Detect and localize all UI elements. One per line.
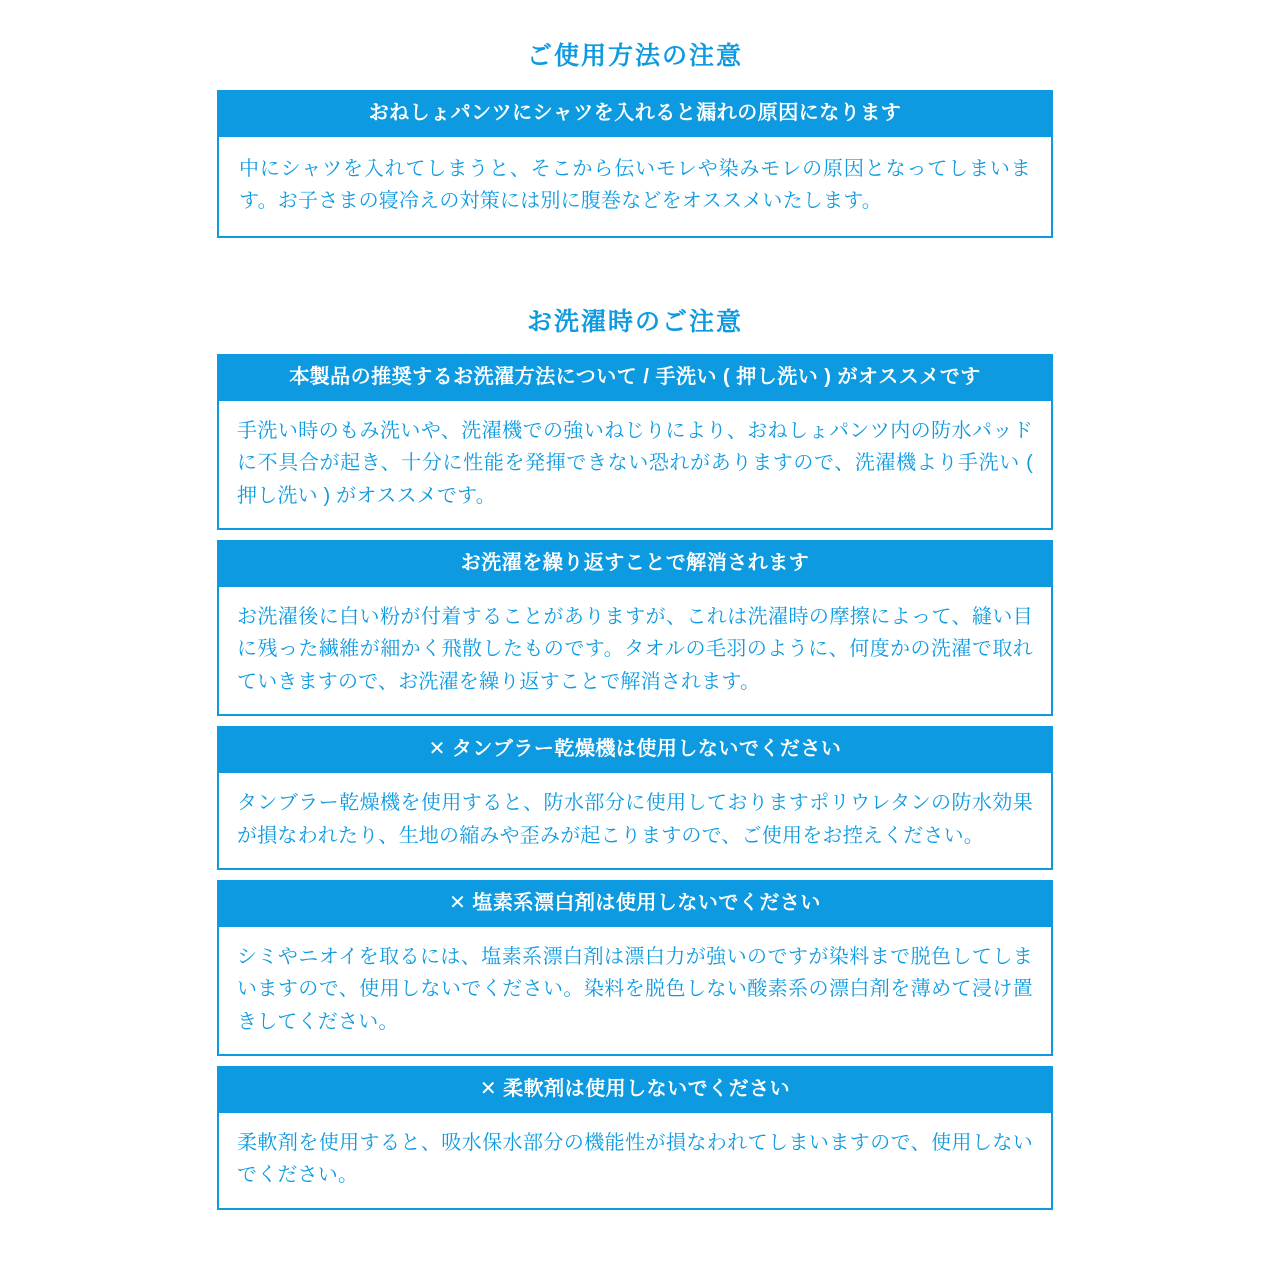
note-card-heading: ✕ 塩素系漂白剤は使用しないでください: [219, 880, 1051, 927]
note-card: [217, 1066, 1053, 1210]
note-card: [217, 90, 1053, 238]
note-card-body: シミやニオイを取るには、塩素系漂白剤は漂白力が強いのですが染料まで脱色してしまいますので、使用しないでください。染料を脱色しない酸素系の漂白剤を薄めて浸け置きしてください。: [237, 945, 1033, 1033]
note-card-heading: お洗濯を繰り返すことで解消されます: [219, 540, 1051, 587]
note-card: [217, 726, 1053, 870]
note-card-heading: 本製品の推奨するお洗濯方法について / 手洗い ( 押し洗い ) がオススメです: [219, 354, 1051, 401]
section-title-usage: ご使用方法の注意: [526, 42, 743, 70]
section-washing-notes: [217, 264, 1053, 1210]
note-card-body: 中にシャツを入れてしまうと、そこから伝いモレや染みモレの原因となってしまいます。お子さまの寝冷えの対策には別に腹巻などをオススメいたします。: [239, 158, 1031, 213]
note-card-heading: ✕ 柔軟剤は使用しないでください: [219, 1066, 1051, 1113]
note-card: [217, 880, 1053, 1056]
note-card-heading: おねしょパンツにシャツを入れると漏れの原因になります: [219, 90, 1051, 137]
note-card-heading: ✕ タンブラー乾燥機は使用しないでください: [219, 726, 1051, 773]
note-card-body: 柔軟剤を使用すると、吸水保水部分の機能性が損なわれてしまいますので、使用しないでください。: [237, 1132, 1033, 1187]
note-card-body: 手洗い時のもみ洗いや、洗濯機での強いねじりにより、おねしょパンツ内の防水パッドに不具合が起き、十分に性能を発揮できない恐れがありますので、洗濯機より手洗い ( 押し洗い ) がオススメです。: [237, 419, 1033, 507]
note-card-body: タンブラー乾燥機を使用すると、防水部分に使用しておりますポリウレタンの防水効果が損なわれたり、生地の縮みや歪みが起こりますので、ご使用をお控えください。: [237, 792, 1033, 847]
note-card: [217, 540, 1053, 716]
note-card: [217, 354, 1053, 530]
usage-notes-block-list: [217, 90, 1053, 238]
note-card-body: お洗濯後に白い粉が付着することがありますが、これは洗濯時の摩擦によって、縫い目に残った繊維が細かく飛散したものです。タオルの毛羽のように、何度かの洗濯で取れていきますので、お洗濯を繰り返すことで解消されます。: [237, 605, 1033, 693]
section-title-washing: お洗濯時のご注意: [526, 307, 743, 336]
section-usage-notes: [217, 0, 1053, 238]
washing-notes-block-list: [217, 354, 1053, 1210]
